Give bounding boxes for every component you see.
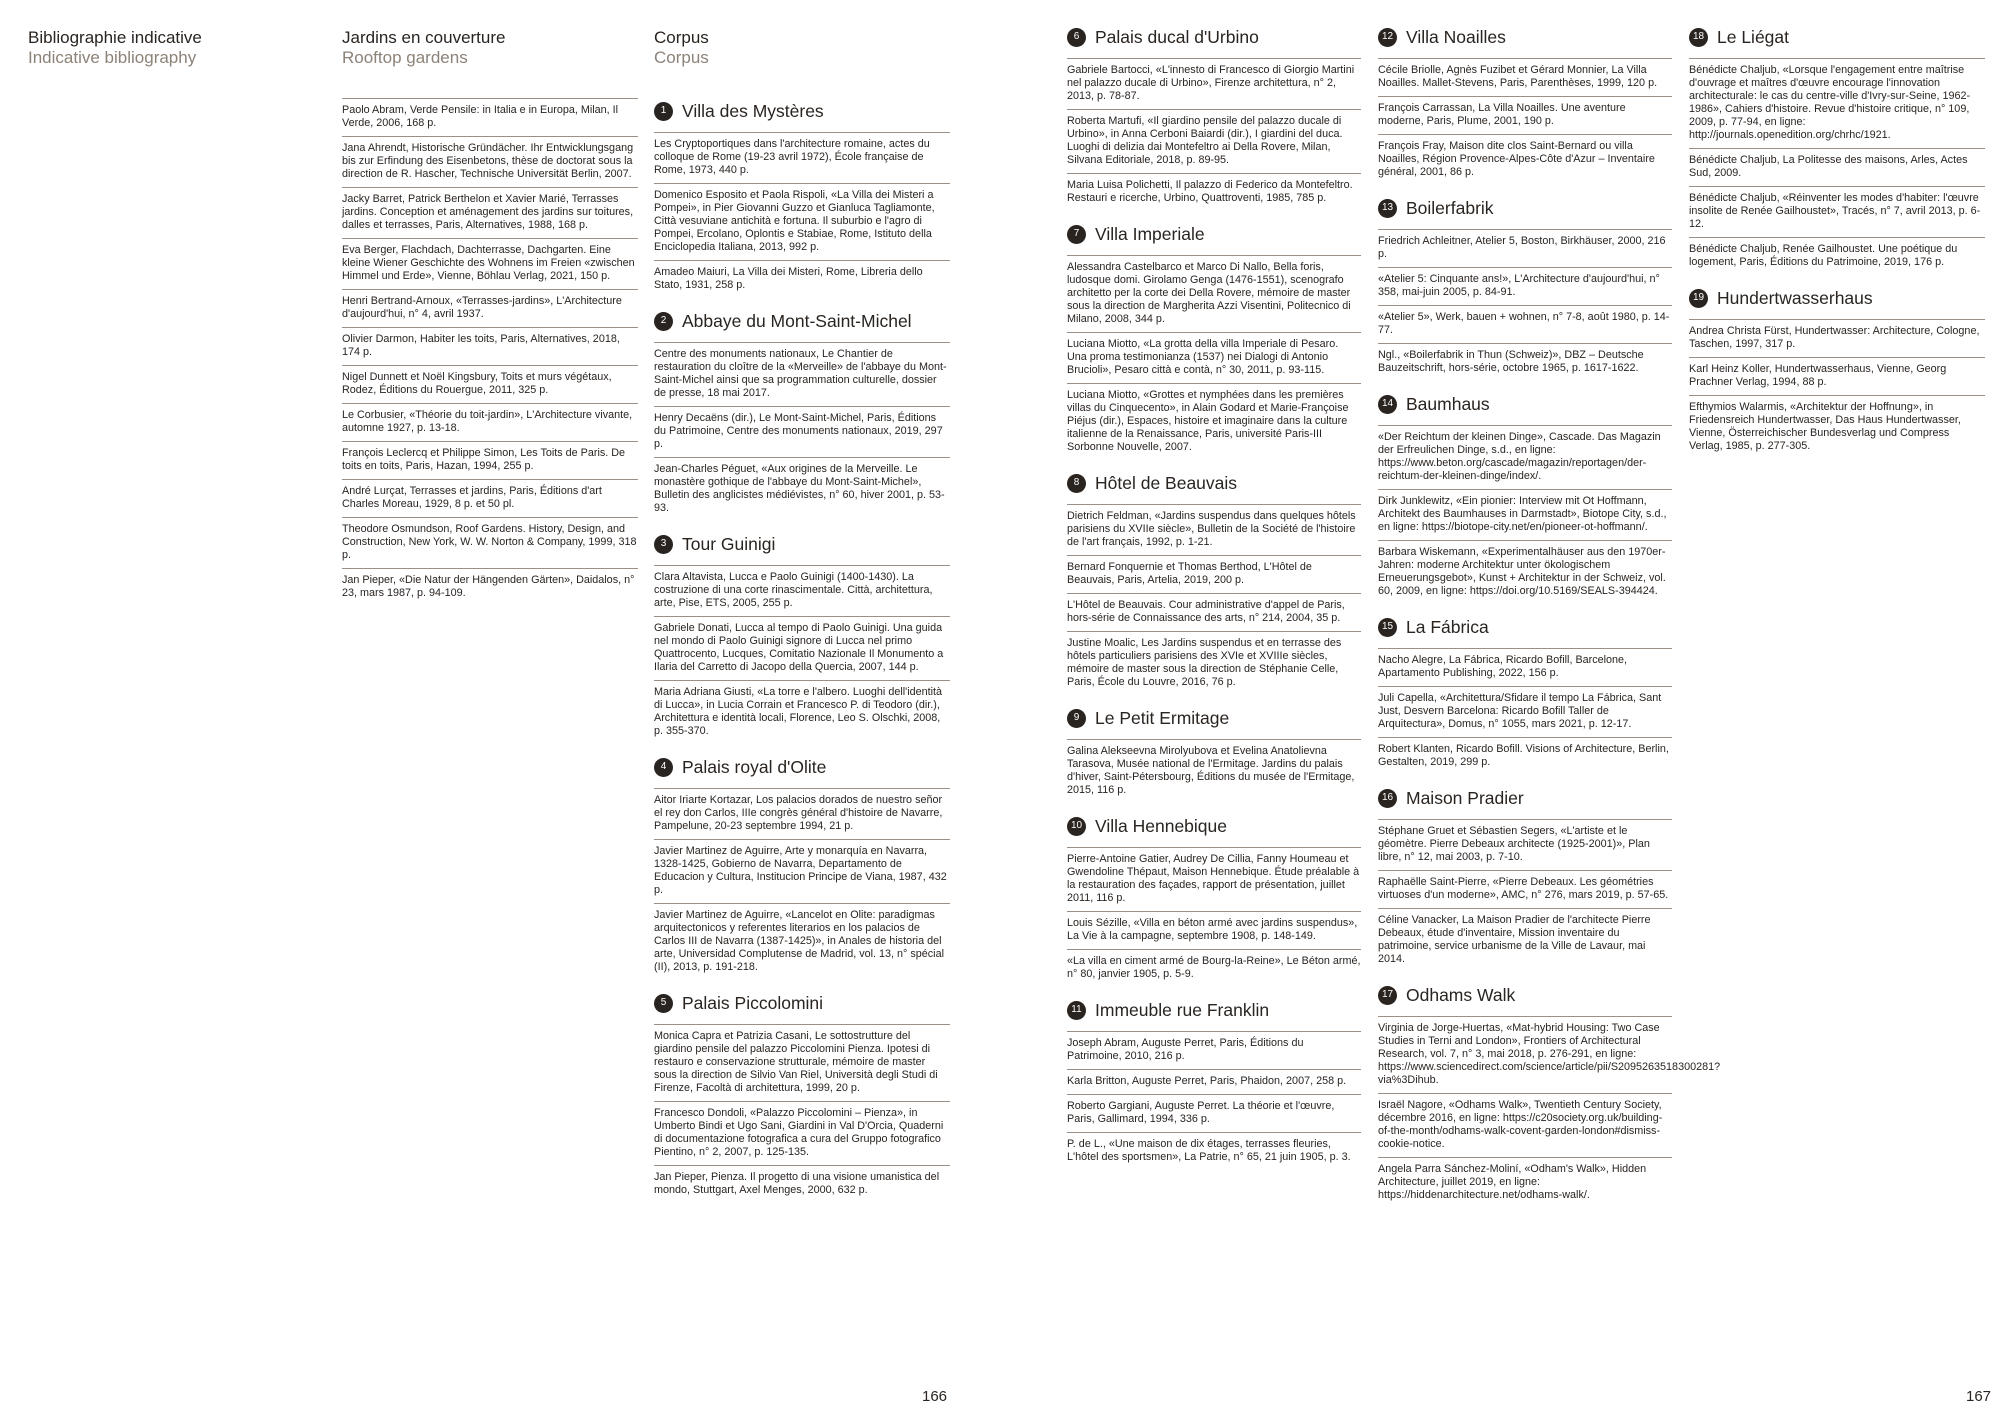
bibliography-entry: Angela Parra Sánchez-Moliní, «Odham's Walk», Hidden Architecture, juillet 2019, en ligne: https://hiddenarchitecture.net/odhams-walk/. bbox=[1378, 1157, 1672, 1208]
section-heading bbox=[654, 310, 950, 332]
section-number-badge: 4 bbox=[654, 758, 673, 777]
corpus-section bbox=[1378, 26, 1672, 185]
section-title: Palais royal d'Olite bbox=[682, 757, 827, 777]
bibliography-entry: Bénédicte Chaljub, Renée Gailhoustet. Une poétique du logement, Paris, Éditions du Patrimoine, 2019, 176 p. bbox=[1689, 237, 1985, 275]
section-title: Hôtel de Beauvais bbox=[1095, 473, 1238, 493]
bibliography-entry: L'Hôtel de Beauvais. Cour administrative d'appel de Paris, hors-série de Connaissance des arts, n° 214, 2004, 35 p. bbox=[1067, 593, 1361, 631]
rooftop-title-en: Rooftop gardens bbox=[342, 48, 468, 67]
section-title: Abbaye du Mont-Saint-Michel bbox=[682, 311, 912, 331]
section-title: Villa Noailles bbox=[1406, 27, 1506, 47]
bibliography-entry: Alessandra Castelbarco et Marco Di Nallo, Bella foris, ludosque domi. Girolamo Genga (1476-1551), scenografo architetto per la corte dei Della Rovere, mémoire de master sous la direction de Margherita Azzi Visentini, Politecnico di Milano, 2008, 344 p. bbox=[1067, 255, 1361, 332]
bibliography-entry: Cécile Briolle, Agnès Fuzibet et Gérard Monnier, La Villa Noailles. Mallet-Stevens, Paris, Parenthèses, 1999, 120 p. bbox=[1378, 58, 1672, 96]
section-heading bbox=[1067, 999, 1361, 1021]
bibliography-entry: Raphaëlle Saint-Pierre, «Pierre Debeaux. Les géométries virtuoses d'un moderne», AMC, n° 276, mars 2019, p. 57-65. bbox=[1378, 870, 1672, 908]
section-number-badge: 17 bbox=[1378, 986, 1397, 1005]
bibliography-entry: Bénédicte Chaljub, La Politesse des maisons, Arles, Actes Sud, 2009. bbox=[1689, 148, 1985, 186]
section-heading bbox=[1067, 223, 1361, 245]
corpus-section bbox=[1378, 984, 1721, 1208]
bibliography-entry: Eva Berger, Flachdach, Dachterrasse, Dachgarten. Eine kleine Wiener Geschichte des Wohnens im Freien «zwischen Himmel und Erde», Vienne, Böhlau Verlag, 2021, 150 p. bbox=[342, 238, 638, 289]
bibliography-entry: «La villa en ciment armé de Bourg-la-Reine», Le Béton armé, n° 80, janvier 1905, p. 5-9. bbox=[1067, 949, 1361, 987]
section-title: Villa Hennebique bbox=[1095, 816, 1228, 836]
section-title: Le Petit Ermitage bbox=[1095, 708, 1230, 728]
section-number-badge: 1 bbox=[654, 102, 673, 121]
section-number-badge: 13 bbox=[1378, 199, 1397, 218]
bibliography-entry: P. de L., «Une maison de dix étages, terrasses fleuries, L'hôtel des sportsmen», La Patrie, n° 65, 21 juin 1905, p. 3. bbox=[1067, 1132, 1361, 1170]
bibliography-entry: Monica Capra et Patrizia Casani, Le sottostrutture del giardino pensile del palazzo Piccolomini Pienza. Ipotesi di restauro e conservazione strutturale, mémoire de master sous la direction de Silvio Van Riel, Università degli Studi di Firenze, Facoltà di architettura, 1999, 20 p. bbox=[654, 1024, 950, 1101]
section-heading bbox=[1689, 287, 1985, 309]
bibliography-entry: Henri Bertrand-Arnoux, «Terrasses-jardins», L'Architecture d'aujourd'hui, n° 4, avril 1937. bbox=[342, 289, 638, 327]
page-number-left: 166 bbox=[922, 1388, 948, 1405]
bibliography-entry: Roberta Martufi, «Il giardino pensile del palazzo ducale di Urbino», in Anna Cerboni Baiardi (dir.), I giardini del duca. Luoghi di delizia dai Montefeltro ai Della Rovere, Milan, Silvana Editoriale, 2018, p. 89-95. bbox=[1067, 109, 1361, 173]
section-number-badge: 7 bbox=[1067, 225, 1086, 244]
bibliography-entry: «Atelier 5», Werk, bauen + wohnen, n° 7-8, août 1980, p. 14-77. bbox=[1378, 305, 1672, 343]
bibliography-entry: Bénédicte Chaljub, «Réinventer les modes d'habiter: l'œuvre insolite de Renée Gailhoustet», Tracés, n° 7, avril 2013, p. 6-12. bbox=[1689, 186, 1985, 237]
bibliography-entry: Domenico Esposito et Paola Rispoli, «La Villa dei Misteri a Pompei», in Pier Giovanni Guzzo et Gianluca Tagliamonte, Città vesuviane antichità e fortuna. Il suburbio e l'agro di Pompei, Ercolano, Oplontis e Stabiae, Rome, Istituto della Enciclopedia Italiana, 2013, 992 p. bbox=[654, 183, 950, 260]
bibliography-entry: Amadeo Maiuri, La Villa dei Misteri, Rome, Libreria dello Stato, 1931, 258 p. bbox=[654, 260, 950, 298]
bibliography-entry: Javier Martinez de Aguirre, «Lancelot en Olite: paradigmas arquitectonicos y referentes literarios en los palacios de Carlos III de Navarra (1387-1425)», in Anales de historia del arte, Universidad Complutense de Madrid, vol. 13, n° spécial (II), 2013, p. 191-218. bbox=[654, 903, 950, 980]
section-heading bbox=[1378, 26, 1672, 48]
bibliography-entry: Joseph Abram, Auguste Perret, Paris, Éditions du Patrimoine, 2010, 216 p. bbox=[1067, 1031, 1361, 1069]
section-title: Villa Imperiale bbox=[1095, 224, 1205, 244]
bibliography-entry: Jacky Barret, Patrick Berthelon et Xavier Marié, Terrasses jardins. Conception et aménagement des jardins sur toitures, dalles et terrasses, Paris, Alternatives, 1988, 168 p. bbox=[342, 187, 638, 238]
section-number-badge: 2 bbox=[654, 312, 673, 331]
corpus-section bbox=[654, 992, 950, 1203]
section-title: Boilerfabrik bbox=[1406, 198, 1494, 218]
section-heading bbox=[654, 533, 950, 555]
section-heading bbox=[1378, 984, 1672, 1006]
bibliography-entry: Javier Martinez de Aguirre, Arte y monarquía en Navarra, 1328-1425, Gobierno de Navarra, Departamento de Educacion y Cultura, Institucion Principe de Viana, 1987, 432 p. bbox=[654, 839, 950, 903]
corpus-section bbox=[654, 756, 950, 980]
section-heading bbox=[654, 756, 950, 778]
section-title: Palais Piccolomini bbox=[682, 993, 824, 1013]
corpus-section-list bbox=[654, 100, 950, 1203]
bibliography-entry: Justine Moalic, Les Jardins suspendus et en terrasse des hôtels particuliers parisiens des XVIe et XVIIIe siècles, mémoire de master sous la direction de Stéphanie Celle, Paris, École du Louvre, 2016, 76 p. bbox=[1067, 631, 1361, 695]
bibliography-entry: Paolo Abram, Verde Pensile: in Italia e in Europa, Milan, Il Verde, 2006, 168 p. bbox=[342, 98, 638, 136]
corpus-section bbox=[654, 310, 950, 521]
bibliography-entry: Virginia de Jorge-Huertas, «Mat-hybrid Housing: Two Case Studies in Terni and London», Frontiers of Architectural Research, vol. 7, n° 3, mai 2018, p. 276-291, en ligne: https://www.sciencedirect.com/science/article/pii/S2095263518300281?via%3Dihub. bbox=[1378, 1016, 1672, 1093]
page-number-right: 167 bbox=[1966, 1388, 1992, 1405]
section-number-badge: 12 bbox=[1378, 28, 1397, 47]
corpus-section bbox=[1689, 26, 1985, 275]
corpus-section bbox=[1378, 787, 1672, 972]
section-number-badge: 8 bbox=[1067, 474, 1086, 493]
bibliography-entry: Luciana Miotto, «La grotta della villa Imperiale di Pesaro. Una proma testimonianza (1537) nei Dialogi di Antonio Brucioli», Pesaro città e contà, n° 30, 2011, p. 93-115. bbox=[1067, 332, 1361, 383]
corpus-section bbox=[1378, 616, 1672, 775]
section-heading bbox=[1378, 616, 1672, 638]
corpus-title-en: Corpus bbox=[654, 48, 709, 67]
bibliography-entry: Friedrich Achleitner, Atelier 5, Boston, Birkhäuser, 2000, 216 p. bbox=[1378, 229, 1672, 267]
section-heading bbox=[654, 992, 950, 1014]
bibliography-entry: Andrea Christa Fürst, Hundertwasser: Architecture, Cologne, Taschen, 1997, 317 p. bbox=[1689, 319, 1985, 357]
right-column-3-sections bbox=[1689, 26, 1985, 459]
bibliography-entry: Karla Britton, Auguste Perret, Paris, Phaidon, 2007, 258 p. bbox=[1067, 1069, 1361, 1094]
section-title: Maison Pradier bbox=[1406, 788, 1524, 808]
rooftop-column bbox=[342, 28, 638, 606]
bibliography-entry: «Atelier 5: Cinquante ans!», L'Architecture d'aujourd'hui, n° 358, mai-juin 2005, p. 84-91. bbox=[1378, 267, 1672, 305]
section-title: Villa des Mystères bbox=[682, 101, 824, 121]
bibliography-entry: Gabriele Donati, Lucca al tempo di Paolo Guinigi. Una guida nel mondo di Paolo Guinigi signore di Lucca nel primo Quattrocento, Lucques, Comitatio Nazionale Il Monumento a Ilaria del Carretto di Jacopo della Quercia, 2007, 144 p. bbox=[654, 616, 950, 680]
bibliography-entry: Dietrich Feldman, «Jardins suspendus dans quelques hôtels parisiens du XVIIe siècle», Bulletin de la Société de l'histoire de l'art français, 1992, p. 1-21. bbox=[1067, 504, 1361, 555]
section-number-badge: 11 bbox=[1067, 1001, 1086, 1020]
bibliography-entry: Henry Decaëns (dir.), Le Mont-Saint-Michel, Paris, Éditions du Patrimoine, Centre des monuments nationaux, 2019, 297 p. bbox=[654, 406, 950, 457]
section-number-badge: 15 bbox=[1378, 618, 1397, 637]
bibliography-entry: Theodore Osmundson, Roof Gardens. History, Design, and Construction, New York, W. W. Norton & Company, 1999, 318 p. bbox=[342, 517, 638, 568]
bibliography-entry: Bernard Fonquernie et Thomas Berthod, L'Hôtel de Beauvais, Paris, Artelia, 2019, 200 p. bbox=[1067, 555, 1361, 593]
bibliography-entry: Clara Altavista, Lucca e Paolo Guinigi (1400-1430). La costruzione di una corte rinascimentale. Città, architettura, arte, Pise, ETS, 2005, 255 p. bbox=[654, 565, 950, 616]
bibliography-entry: Nacho Alegre, La Fábrica, Ricardo Bofill, Barcelone, Apartamento Publishing, 2022, 156 p. bbox=[1378, 648, 1672, 686]
section-heading bbox=[1378, 787, 1672, 809]
bibliography-entry: Les Cryptoportiques dans l'architecture romaine, actes du colloque de Rome (19-23 avril 1972), École française de Rome, 1973, 440 p. bbox=[654, 132, 950, 183]
bibliography-entry: Centre des monuments nationaux, Le Chantier de restauration du cloître de la «Merveille» de l'abbaye du Mont-Saint-Michel ainsi que sa programmation culturelle, dossier de presse, 18 mai 2017. bbox=[654, 342, 950, 406]
bibliography-entry: Barbara Wiskemann, «Experimentalhäuser aus den 1970er-Jahren: moderne Architektur unter ökologischem Erneuerungsgebot», Kunst + Architektur in der Schweiz, vol. 60, 2009, en ligne: https://doi.org/10.5169/SEALS-394424. bbox=[1378, 540, 1672, 604]
section-number-badge: 5 bbox=[654, 994, 673, 1013]
section-heading bbox=[654, 100, 950, 122]
section-heading bbox=[1067, 815, 1361, 837]
bibliography-entry: Olivier Darmon, Habiter les toits, Paris, Alternatives, 2018, 174 p. bbox=[342, 327, 638, 365]
bibliography-entry: Francesco Dondoli, «Palazzo Piccolomini – Pienza», in Umberto Bindi et Ugo Sani, Giardini in Val D'Orcia, Quaderni di documentazione fotografica a cura del Gruppo fotografico Pientino, n° 2, 2007, p. 125-135. bbox=[654, 1101, 950, 1165]
corpus-section bbox=[1689, 287, 1985, 459]
section-title: Palais ducal d'Urbino bbox=[1095, 27, 1259, 47]
bibliography-entry: François Fray, Maison dite clos Saint-Bernard ou villa Noailles, Région Provence-Alpes-Côte d'Azur – Inventaire général, 2001, 86 p. bbox=[1378, 134, 1672, 185]
bibliography-entry: Robert Klanten, Ricardo Bofill. Visions of Architecture, Berlin, Gestalten, 2019, 299 p. bbox=[1378, 737, 1672, 775]
bibliography-entry: André Lurçat, Terrasses et jardins, Paris, Éditions d'art Charles Moreau, 1929, 8 p. et 50 pl. bbox=[342, 479, 638, 517]
right-column-3 bbox=[1689, 26, 1985, 459]
bibliography-entry: Le Corbusier, «Théorie du toit-jardin», L'Architecture vivante, automne 1927, p. 13-18. bbox=[342, 403, 638, 441]
rooftop-title-fr: Jardins en couverture bbox=[342, 28, 506, 47]
section-title: Le Liégat bbox=[1717, 27, 1790, 47]
section-title: Tour Guinigi bbox=[682, 534, 776, 554]
corpus-section bbox=[1067, 223, 1361, 460]
section-title: Odhams Walk bbox=[1406, 985, 1516, 1005]
section-heading bbox=[1067, 472, 1361, 494]
section-number-badge: 14 bbox=[1378, 395, 1397, 414]
corpus-section bbox=[1378, 197, 1672, 381]
section-number-badge: 18 bbox=[1689, 28, 1708, 47]
bibliography-entry: Louis Sézille, «Villa en béton armé avec jardins suspendus», La Vie à la campagne, septembre 1908, p. 148-149. bbox=[1067, 911, 1361, 949]
section-heading bbox=[1689, 26, 1985, 48]
corpus-section bbox=[654, 533, 950, 744]
section-number-badge: 3 bbox=[654, 535, 673, 554]
biblio-title-en: Indicative bibliography bbox=[28, 48, 197, 67]
bibliography-entry: Bénédicte Chaljub, «Lorsque l'engagement entre maîtrise d'ouvrage et maîtres d'œuvre encourage l'innovation architecturale: le cas du centre-ville d'Ivry-sur-Seine, 1962-1986», Cahiers d'histoire. Revue d'histoire critique, n° 109, 2009, p. 77-94, en ligne: http://journals.openedition.org/chrhc/1921. bbox=[1689, 58, 1985, 148]
bibliography-entry: Ngl., «Boilerfabrik in Thun (Schweiz)», DBZ – Deutsche Bauzeitschrift, hors-série, octobre 1965, p. 1617-1622. bbox=[1378, 343, 1672, 381]
right-column-2 bbox=[1378, 26, 1721, 1208]
bibliography-entry: Jean-Charles Péguet, «Aux origines de la Merveille. Le monastère gothique de l'abbaye du Mont-Saint-Michel», Bulletin des anglicistes médiévistes, n° 60, hiver 2001, p. 53-93. bbox=[654, 457, 950, 521]
bibliography-entry: Efthymios Walarmis, «Architektur der Hoffnung», in Friedensreich Hundertwasser, Das Haus Hundertwasser, Vienne, Österreichischer Bundesverlag und Compress Verlag, 1985, p. 277-305. bbox=[1689, 395, 1985, 459]
bibliography-entry: «Der Reichtum der kleinen Dinge», Cascade. Das Magazin der Erfreulichen Dinge, s.d., en ligne: https://www.beton.org/cascade/magazin/reportagen/der-reichtum-der-kleinen-dinge/index/. bbox=[1378, 425, 1672, 489]
bibliography-entry: Maria Adriana Giusti, «La torre e l'albero. Luoghi dell'identità di Lucca», in Lucia Corrain et Francesco P. di Teodoro (dir.), Architettura e identità locali, Florence, Leo S. Olschki, 2008, p. 355-370. bbox=[654, 680, 950, 744]
bibliography-entry: Jan Pieper, Pienza. Il progetto di una visione umanistica del mondo, Stuttgart, Axel Menges, 2000, 632 p. bbox=[654, 1165, 950, 1203]
section-number-badge: 10 bbox=[1067, 817, 1086, 836]
bibliography-entry: Céline Vanacker, La Maison Pradier de l'architecte Pierre Debeaux, étude d'inventaire, Mission inventaire du patrimoine, service urbanisme de la Ville de Lavaur, mai 2014. bbox=[1378, 908, 1672, 972]
section-number-badge: 19 bbox=[1689, 289, 1708, 308]
biblio-title-fr: Bibliographie indicative bbox=[28, 28, 202, 47]
section-heading bbox=[1378, 197, 1672, 219]
corpus-section bbox=[654, 100, 950, 298]
right-column-1-sections bbox=[1067, 26, 1361, 1170]
bibliography-entry: François Leclercq et Philippe Simon, Les Toits de Paris. De toits en toits, Paris, Hazan, 1994, 255 p. bbox=[342, 441, 638, 479]
bibliography-entry: Pierre-Antoine Gatier, Audrey De Cillia, Fanny Houmeau et Gwendoline Thépaut, Maison Hennebique. Étude préalable à la restauration des façades, rapport de présentation, juillet 2011, 116 p. bbox=[1067, 847, 1361, 911]
biblio-heading-column bbox=[28, 28, 248, 68]
corpus-section bbox=[1067, 472, 1361, 695]
right-column-1 bbox=[1067, 26, 1361, 1170]
bibliography-entry: Aitor Iriarte Kortazar, Los palacios dorados de nuestro señor el rey don Carlos, IIIe congrès général d'histoire de Navarre, Pampelune, 20-23 septembre 1994, 21 p. bbox=[654, 788, 950, 839]
bibliography-entry: Luciana Miotto, «Grottes et nymphées dans les premières villas du Cinquecento», in Alain Godard et Marie-Françoise Piéjus (dir.), Espaces, histoire et imaginaire dans la culture italienne de la Renaissance, Paris, université Paris-III Sorbonne Nouvelle, 2007. bbox=[1067, 383, 1361, 460]
bibliography-entry: Roberto Gargiani, Auguste Perret. La théorie et l'œuvre, Paris, Gallimard, 1994, 336 p. bbox=[1067, 1094, 1361, 1132]
bibliography-entry: Dirk Junklewitz, «Ein pionier: Interview mit Ot Hoffmann, Architekt des Baumhauses in Darmstadt», Biotope City, s.d., en ligne: https://biotope-city.net/en/pioneer-ot-hoffmann/. bbox=[1378, 489, 1672, 540]
rooftop-entry-list bbox=[342, 98, 638, 606]
bibliography-entry: François Carrassan, La Villa Noailles. Une aventure moderne, Paris, Plume, 2001, 190 p. bbox=[1378, 96, 1672, 134]
corpus-section bbox=[1378, 393, 1672, 604]
section-number-badge: 9 bbox=[1067, 709, 1086, 728]
bibliography-entry: Jana Ahrendt, Historische Gründächer. Ihr Entwicklungsgang bis zur Erfindung des Eisenbetons, thèse de doctorat sous la direction de R. Hascher, Technische Universität Berlin, 2007. bbox=[342, 136, 638, 187]
right-column-2-sections bbox=[1378, 26, 1721, 1208]
section-number-badge: 6 bbox=[1067, 28, 1086, 47]
section-number-badge: 16 bbox=[1378, 789, 1397, 808]
section-heading bbox=[1067, 707, 1361, 729]
bibliography-entry: Jan Pieper, «Die Natur der Hängenden Gärten», Daidalos, n° 23, mars 1987, p. 94-109. bbox=[342, 568, 638, 606]
corpus-section bbox=[1067, 999, 1361, 1170]
corpus-section bbox=[1067, 26, 1361, 211]
corpus-column bbox=[654, 28, 950, 1203]
bibliography-entry: Galina Alekseevna Mirolyubova et Evelina Anatolievna Tarasova, Musée national de l'Ermitage. Jardins du palais d'hiver, Saint-Pétersbourg, Éditions du musée de l'Ermitage, 2015, 116 p. bbox=[1067, 739, 1361, 803]
corpus-section bbox=[1067, 707, 1361, 803]
bibliography-entry: Stéphane Gruet et Sébastien Segers, «L'artiste et le géomètre. Pierre Debeaux architecte (1925-2001)», Plan libre, n° 12, mai 2003, p. 7-10. bbox=[1378, 819, 1672, 870]
bibliography-entry: Nigel Dunnett et Noël Kingsbury, Toits et murs végétaux, Rodez, Éditions du Rouergue, 2011, 325 p. bbox=[342, 365, 638, 403]
section-title: Baumhaus bbox=[1406, 394, 1490, 414]
section-title: Immeuble rue Franklin bbox=[1095, 1000, 1270, 1020]
bibliography-entry: Juli Capella, «Architettura/Sfidare il tempo La Fábrica, Sant Just, Desvern Barcelona: Ricardo Bofill Taller de Arquitectura», Domus, n° 1055, mars 2021, p. 12-17. bbox=[1378, 686, 1672, 737]
section-title: Hundertwasserhaus bbox=[1717, 288, 1873, 308]
section-heading bbox=[1067, 26, 1361, 48]
bibliography-entry: Maria Luisa Polichetti, Il palazzo di Federico da Montefeltro. Restauri e ricerche, Urbino, Quattroventi, 1985, 785 p. bbox=[1067, 173, 1361, 211]
bibliography-entry: Karl Heinz Koller, Hundertwasserhaus, Vienne, Georg Prachner Verlag, 1994, 88 p. bbox=[1689, 357, 1985, 395]
section-title: La Fábrica bbox=[1406, 617, 1489, 637]
section-heading bbox=[1378, 393, 1672, 415]
bibliography-entry: Gabriele Bartocci, «L'innesto di Francesco di Giorgio Martini nel palazzo ducale di Urbino», Firenze architettura, n° 2, 2013, p. 78-87. bbox=[1067, 58, 1361, 109]
bibliography-entry: Israël Nagore, «Odhams Walk», Twentieth Century Society, décembre 2016, en ligne: https://c20society.org.uk/building-of-the-month/odhams-walk-covent-garden-london#dismiss-cookie-notice. bbox=[1378, 1093, 1672, 1157]
corpus-title-fr: Corpus bbox=[654, 28, 709, 47]
corpus-section bbox=[1067, 815, 1361, 987]
